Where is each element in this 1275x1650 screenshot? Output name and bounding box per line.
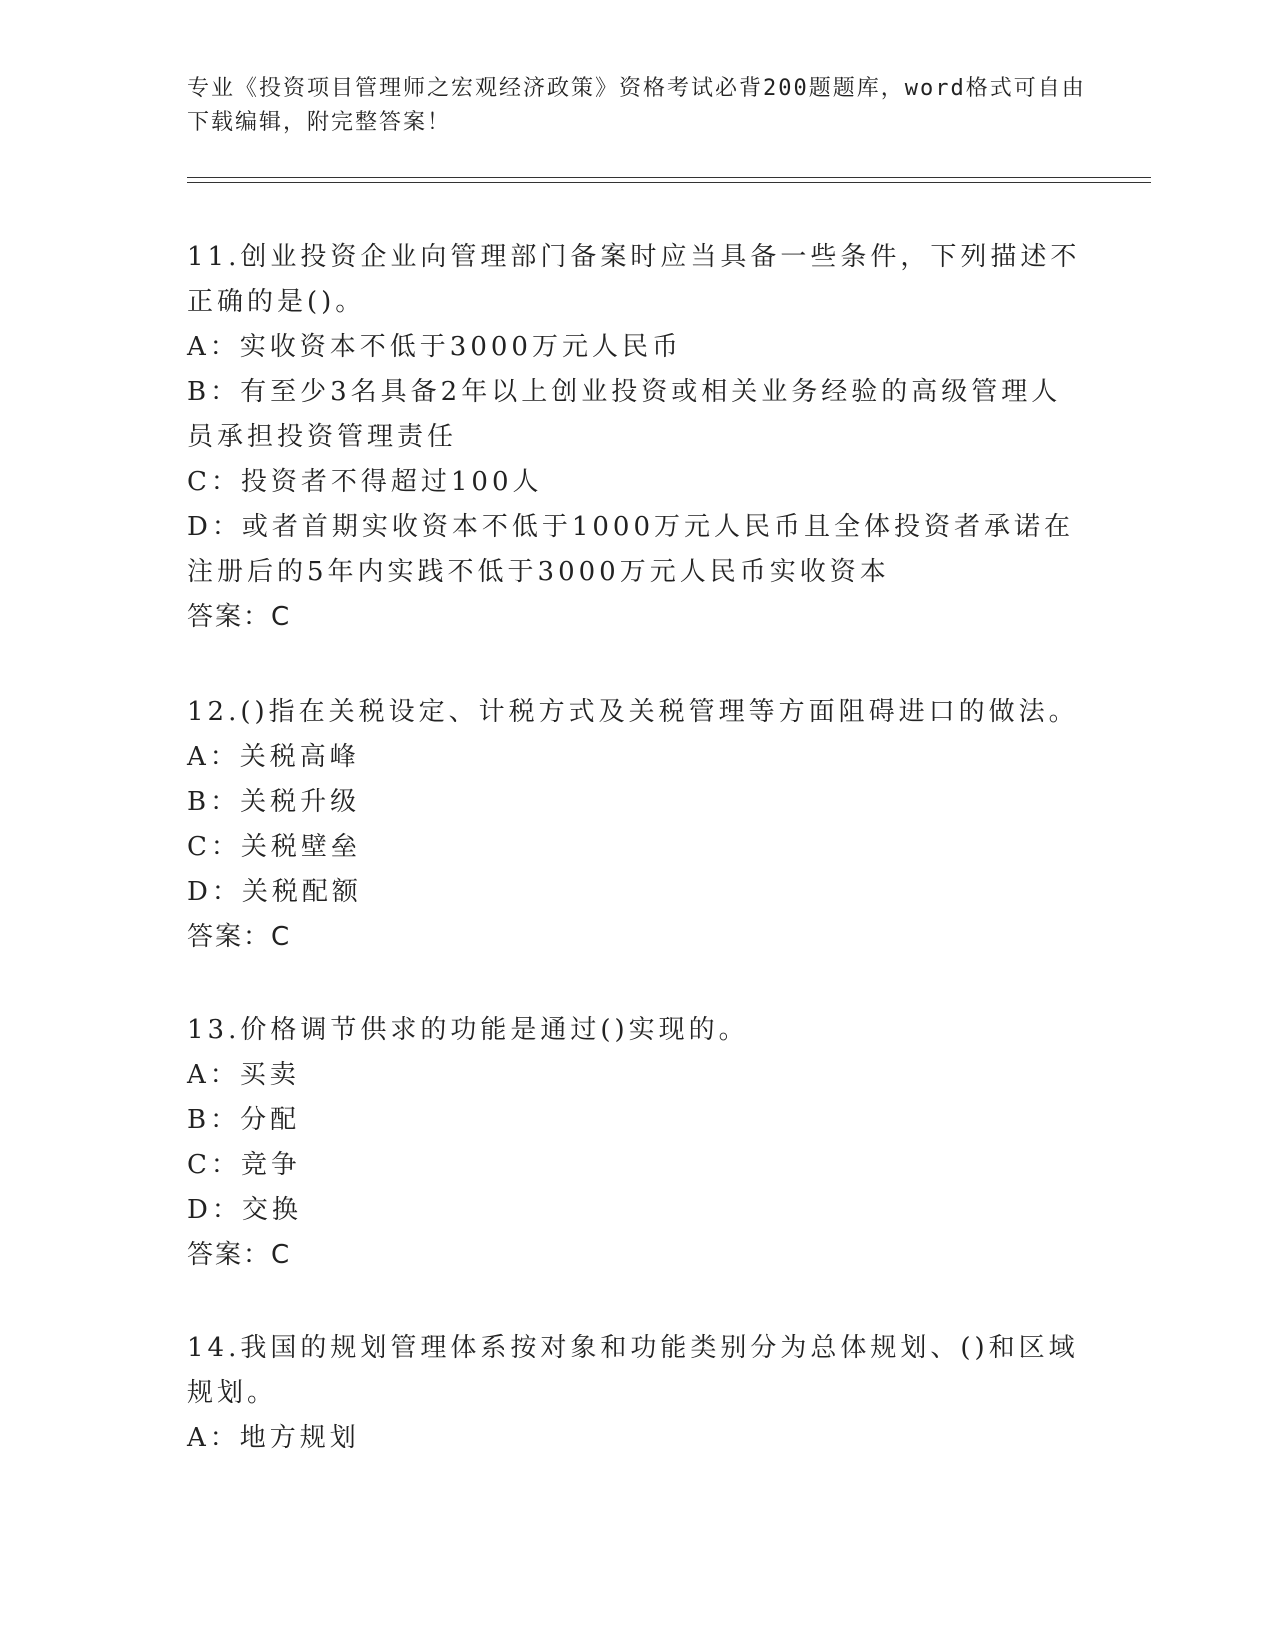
option-d: D：交换 xyxy=(187,1195,302,1225)
header-divider-bottom xyxy=(187,182,1151,183)
option-b: B：关税升级 xyxy=(187,787,361,817)
option-c: C：关税壁垒 xyxy=(187,832,361,862)
question-stem: 14.我国的规划管理体系按对象和功能类别分为总体规划、()和区域规划。 xyxy=(187,1333,1079,1408)
option-a: A：地方规划 xyxy=(187,1423,360,1453)
header-divider-top xyxy=(187,177,1151,178)
header-text: 专业《投资项目管理师之宏观经济政策》资格考试必背200题题库，word格式可自由下载编辑，附完整答案！ xyxy=(187,76,1086,135)
option-c: C：竞争 xyxy=(187,1150,301,1180)
question-14 xyxy=(187,1326,1087,1461)
answer: 答案：C xyxy=(187,602,292,632)
option-d: D：或者首期实收资本不低于1000万元人民币且全体投资者承诺在注册后的5年内实践不低于3000万元人民币实收资本 xyxy=(187,512,1075,587)
question-stem: 13.价格调节供求的功能是通过()实现的。 xyxy=(187,1015,749,1045)
option-c: C：投资者不得超过100人 xyxy=(187,467,543,497)
question-stem: 12.()指在关税设定、计税方式及关税管理等方面阻碍进口的做法。 xyxy=(187,697,1079,727)
answer: 答案：C xyxy=(187,1240,292,1270)
option-b: B：有至少3名具备2年以上创业投资或相关业务经验的高级管理人员承担投资管理责任 xyxy=(187,377,1062,452)
answer: 答案：C xyxy=(187,922,292,952)
question-13 xyxy=(187,1008,1087,1278)
question-12 xyxy=(187,690,1087,960)
option-a: A：关税高峰 xyxy=(187,742,360,772)
option-a: A：买卖 xyxy=(187,1060,300,1090)
document-header xyxy=(187,72,1087,140)
question-11 xyxy=(187,235,1087,640)
option-d: D：关税配额 xyxy=(187,877,362,907)
option-b: B：分配 xyxy=(187,1105,301,1135)
question-stem: 11.创业投资企业向管理部门备案时应当具备一些条件，下列描述不正确的是()。 xyxy=(187,242,1081,317)
option-a: A：实收资本不低于3000万元人民币 xyxy=(187,332,682,362)
